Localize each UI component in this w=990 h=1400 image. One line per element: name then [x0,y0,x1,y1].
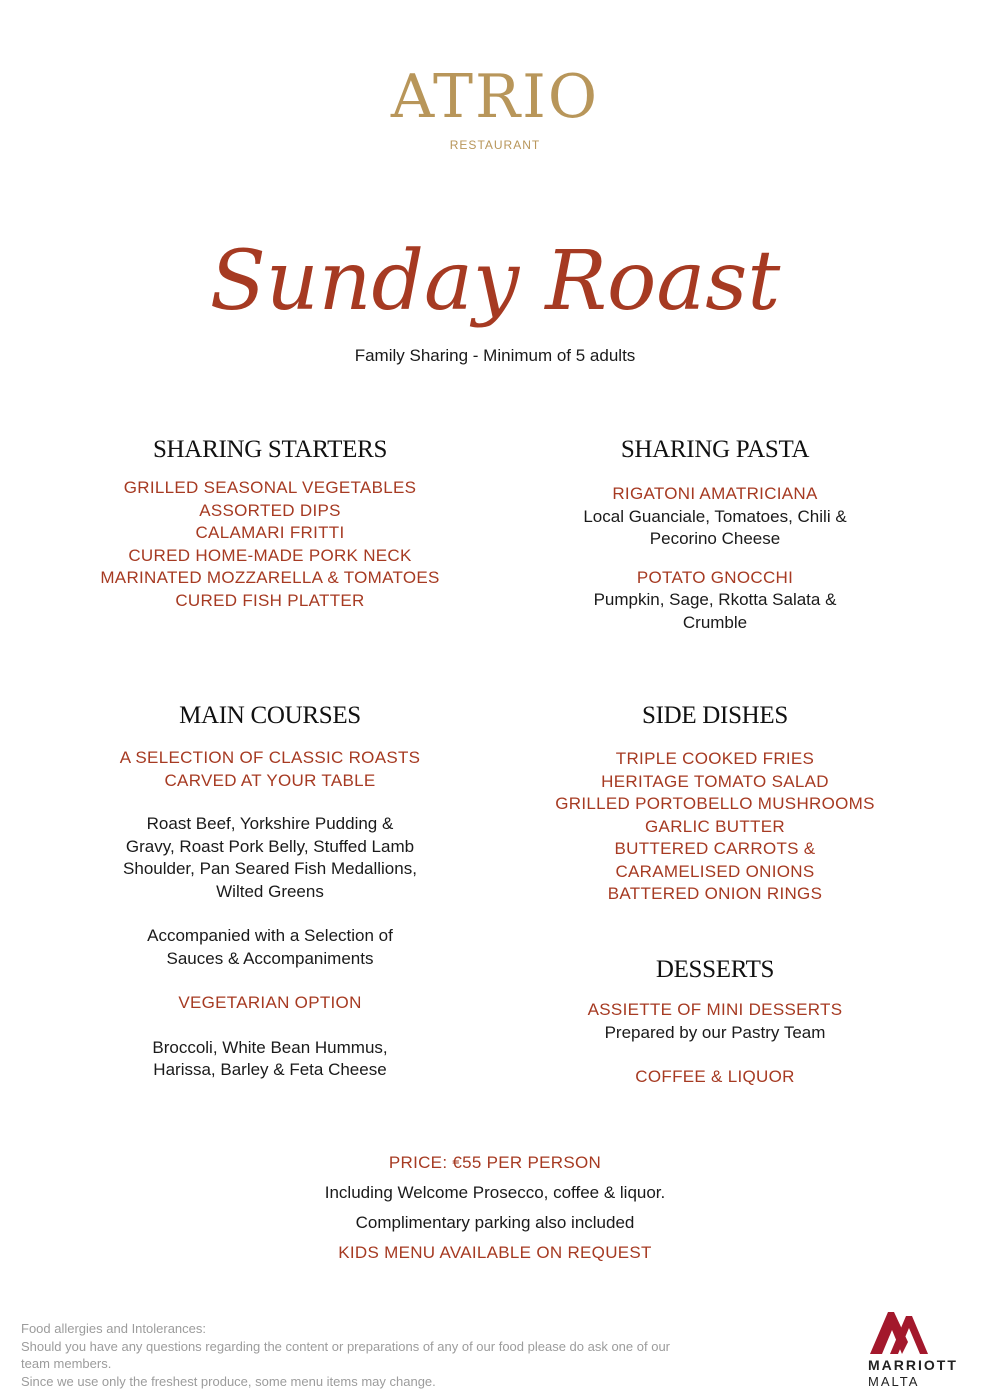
brand-location: MALTA [868,1374,920,1389]
section-main-courses [70,701,470,1082]
menu-item: BUTTERED CARROTS & [614,839,816,858]
menu-item-desc: Prepared by our Pastry Team [604,1022,826,1042]
section-heading: SIDE DISHES [641,702,789,729]
menu-item-desc: Shoulder, Pan Seared Fish Medallions, [123,859,417,878]
menu-item: CURED FISH PLATTER [175,590,365,610]
menu-item: BATTERED ONION RINGS [607,884,823,903]
menu-item-name: COFFEE & LIQUOR [635,1067,795,1086]
price-line: PRICE: €55 PER PERSON [388,1153,602,1172]
allergy-line: team members. [21,1356,112,1371]
section-heading: DESSERTS [655,956,775,983]
menu-item-desc: Wilted Greens [216,881,324,901]
section-heading: SHARING STARTERS [152,436,388,463]
kids-menu-note: KIDS MENU AVAILABLE ON REQUEST [338,1243,652,1262]
page-subtitle: Family Sharing - Minimum of 5 adults [354,346,636,365]
section-side-dishes [515,701,915,906]
menu-item-desc: Local Guanciale, Tomatoes, Chili & [583,506,847,526]
menu-item-name: ASSIETTE OF MINI DESSERTS [587,1000,843,1019]
menu-item-desc: Sauces & Accompaniments [166,948,374,968]
menu-item: GARLIC BUTTER [645,816,785,836]
allergy-line: Since we use only the freshest produce, some menu items may change. [21,1373,436,1389]
menu-item-desc: Pecorino Cheese [649,529,781,548]
section-heading: SHARING PASTA [620,436,810,463]
section-heading: MAIN COURSES [179,702,361,729]
section-sharing-starters [70,435,470,612]
menu-item: CARAMELISED ONIONS [615,861,815,881]
menu-item: GRILLED SEASONAL VEGETABLES [123,478,417,497]
menu-item: GRILLED PORTOBELLO MUSHROOMS [555,794,875,813]
brand-name: MARRIOTT [868,1357,958,1373]
menu-item: CURED HOME-MADE PORK NECK [128,545,412,565]
menu-item: HERITAGE TOMATO SALAD [601,771,829,791]
allergy-notice [21,1320,821,1390]
menu-item-desc: Broccoli, White Bean Hummus, [152,1037,388,1057]
menu-item-desc: Pumpkin, Sage, Rkotta Salata & [593,590,837,609]
page-title: Sunday Roast [209,234,781,329]
price-including: Including Welcome Prosecco, coffee & liquor. [324,1183,666,1202]
price-block [0,1148,990,1268]
menu-item-name: VEGETARIAN OPTION [178,993,362,1012]
allergy-title: Food allergies and Intolerances: [21,1321,207,1336]
section-desserts [515,955,915,1089]
menu-item: MARINATED MOZZARELLA & TOMATOES [100,568,440,587]
restaurant-logo [0,62,990,152]
menu-item: TRIPLE COOKED FRIES [615,749,815,768]
menu-item-desc: Harissa, Barley & Feta Cheese [153,1060,387,1079]
menu-item-name: POTATO GNOCCHI [636,567,794,587]
menu-item: CALAMARI FRITTI [195,523,345,542]
marriott-m-icon [868,1308,938,1356]
logo-wordmark: ATRIO [390,62,600,132]
allergy-line: Should you have any questions regarding the content or preparations of any of our food please do ask one of our [21,1338,670,1354]
logo-subtitle: RESTAURANT [449,138,541,152]
menu-item-name: RIGATONI AMATRICIANA [612,484,818,503]
section-sharing-pasta [515,435,915,634]
menu-intro: A SELECTION OF CLASSIC ROASTS [119,748,421,767]
menu-item-desc: Accompanied with a Selection of [147,926,393,945]
menu-item: ASSORTED DIPS [199,500,341,520]
menu-item-desc: Crumble [682,612,748,632]
menu-item-desc: Gravy, Roast Pork Belly, Stuffed Lamb [125,836,415,856]
menu-intro: CARVED AT YOUR TABLE [164,770,376,790]
price-parking: Complimentary parking also included [355,1213,635,1232]
marriott-logo [868,1308,978,1390]
menu-item-desc: Roast Beef, Yorkshire Pudding & [146,814,394,833]
